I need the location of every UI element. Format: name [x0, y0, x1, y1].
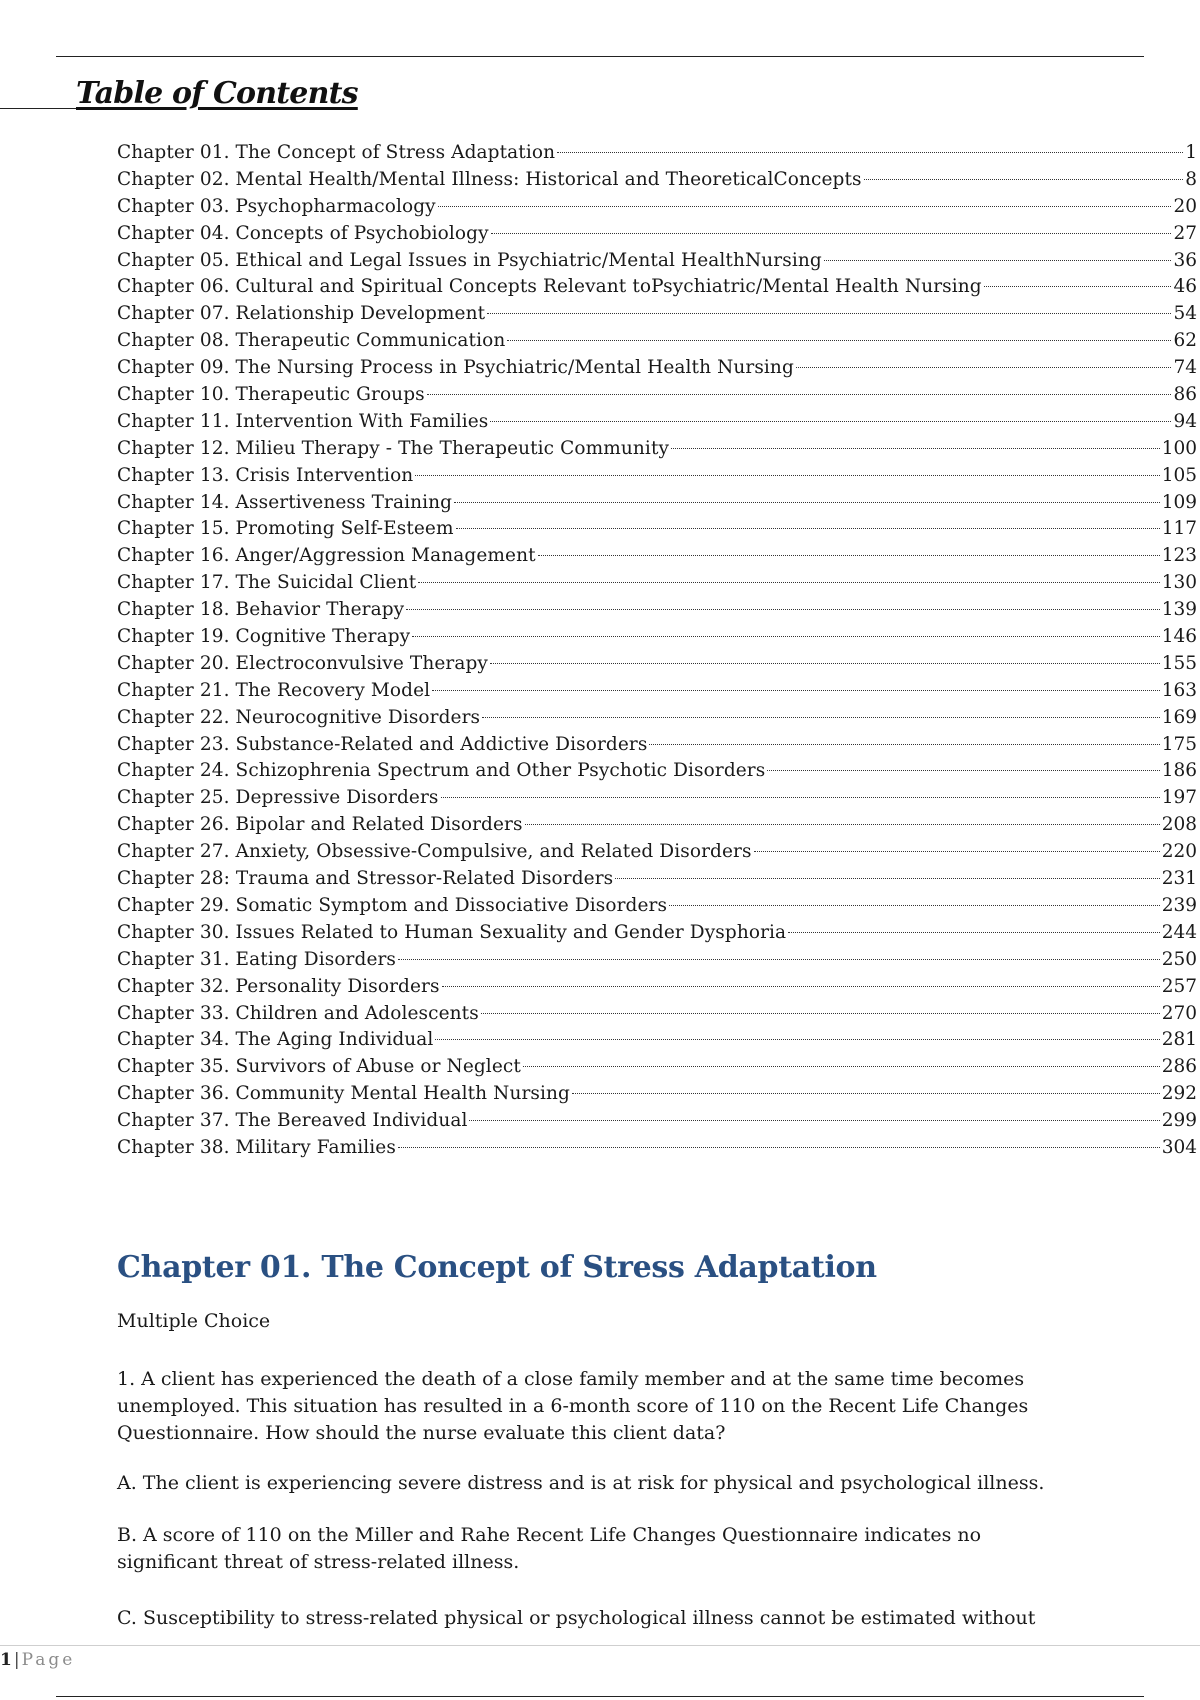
toc-entry-label: Chapter 09. The Nursing Process in Psychiatric/Mental Health Nursing — [117, 357, 794, 379]
toc-dot-leader — [456, 528, 1160, 529]
footer-page-number: 1 — [0, 1650, 12, 1670]
toc-dot-leader — [669, 905, 1160, 906]
toc-entry-page: 54 — [1173, 303, 1197, 325]
toc-entry[interactable] — [117, 570, 1197, 597]
toc-dot-leader — [491, 233, 1172, 234]
toc-entry-label: Chapter 34. The Aging Individual — [117, 1029, 434, 1051]
toc-dot-leader — [754, 851, 1160, 852]
toc-entry-page: 208 — [1161, 814, 1197, 836]
toc-entry-label: Chapter 16. Anger/Aggression Management — [117, 545, 536, 567]
toc-entry-label: Chapter 30. Issues Related to Human Sexuality and Gender Dysphoria — [117, 921, 787, 943]
toc-dot-leader — [557, 152, 1183, 153]
answer-option-c: C. Susceptibility to stress-related physical or psychological illness cannot be estimated without — [117, 1607, 1036, 1629]
toc-entry-label: Chapter 36. Community Mental Health Nursing — [117, 1083, 570, 1105]
bottom-rule — [56, 1696, 1144, 1697]
toc-entry-label: Chapter 14. Assertiveness Training — [117, 491, 453, 513]
toc-entry-label: Chapter 11. Intervention With Families — [117, 410, 489, 432]
toc-dot-leader — [984, 286, 1172, 287]
toc-entry-page: 304 — [1161, 1136, 1197, 1158]
toc-dot-leader — [487, 313, 1171, 314]
toc-entry-page: 1 — [1185, 142, 1197, 163]
toc-entry-page: 74 — [1173, 357, 1197, 379]
toc-entry-page: 123 — [1161, 545, 1197, 567]
toc-entry-label: Chapter 02. Mental Health/Mental Illness: Historical and TheoreticalConcepts — [117, 168, 862, 190]
toc-entry-page: 130 — [1161, 572, 1197, 594]
toc-dot-leader — [796, 367, 1172, 368]
toc-entry[interactable] — [117, 355, 1197, 382]
toc-entry-label: Chapter 25. Depressive Disorders — [117, 787, 439, 809]
toc-entry[interactable] — [117, 705, 1197, 732]
toc-entry[interactable] — [117, 597, 1197, 624]
toc-entry-label: Chapter 06. Cultural and Spiritual Concepts Relevant toPsychiatric/Mental Health Nursing — [117, 276, 982, 298]
toc-entry[interactable] — [117, 409, 1197, 436]
toc-entry[interactable] — [117, 758, 1197, 785]
toc-entry-label: Chapter 35. Survivors of Abuse or Neglect — [117, 1056, 521, 1078]
toc-entry-page: 175 — [1161, 733, 1197, 755]
toc-entry[interactable] — [117, 1001, 1197, 1028]
table-of-contents — [117, 140, 1197, 1162]
toc-entry[interactable] — [117, 1108, 1197, 1135]
toc-entry-label: Chapter 12. Milieu Therapy - The Therapeutic Community — [117, 437, 670, 459]
toc-entry[interactable] — [117, 194, 1197, 221]
toc-entry[interactable] — [117, 678, 1197, 705]
toc-entry[interactable] — [117, 301, 1197, 328]
toc-entry-page: 86 — [1173, 384, 1197, 406]
answer-option-a: A. The client is experiencing severe distress and is at risk for physical and psychological illness. — [117, 1472, 1045, 1494]
toc-entry-page: 62 — [1173, 330, 1197, 352]
toc-entry-page: 105 — [1161, 464, 1197, 486]
toc-entry-page: 244 — [1161, 921, 1197, 943]
toc-dot-leader — [572, 1093, 1160, 1094]
toc-entry-page: 186 — [1161, 760, 1197, 782]
toc-entry-page: 257 — [1161, 975, 1197, 997]
toc-entry[interactable] — [117, 947, 1197, 974]
toc-entry-label: Chapter 31. Eating Disorders — [117, 948, 397, 970]
toc-entry[interactable] — [117, 1081, 1197, 1108]
toc-entry-label: Chapter 38. Military Families — [117, 1136, 396, 1158]
toc-entry-page: 299 — [1161, 1110, 1197, 1132]
toc-dot-leader — [481, 1013, 1160, 1014]
toc-title-rule — [0, 108, 76, 109]
toc-entry-label: Chapter 29. Somatic Symptom and Dissociative Disorders — [117, 894, 668, 916]
toc-entry-page: 250 — [1161, 948, 1197, 970]
toc-dot-leader — [490, 663, 1160, 664]
toc-entry[interactable] — [117, 436, 1197, 463]
toc-entry-label: Chapter 13. Crisis Intervention — [117, 464, 414, 486]
toc-dot-leader — [538, 555, 1160, 556]
toc-entry-page: 8 — [1185, 168, 1197, 190]
toc-entry-page: 36 — [1173, 249, 1197, 271]
toc-dot-leader — [442, 986, 1160, 987]
toc-entry-label: Chapter 18. Behavior Therapy — [117, 599, 405, 621]
toc-dot-leader — [427, 394, 1172, 395]
toc-entry-label: Chapter 32. Personality Disorders — [117, 975, 440, 997]
toc-entry[interactable] — [117, 274, 1197, 301]
toc-entry-page: 231 — [1161, 868, 1197, 890]
toc-entry[interactable] — [117, 516, 1197, 543]
toc-entry-label: Chapter 08. Therapeutic Communication — [117, 330, 506, 352]
toc-dot-leader — [398, 959, 1160, 960]
footer-rule — [0, 1645, 1200, 1646]
toc-entry[interactable] — [117, 785, 1197, 812]
toc-entry[interactable] — [117, 624, 1197, 651]
toc-entry-label: Chapter 19. Cognitive Therapy — [117, 626, 411, 648]
toc-entry[interactable] — [117, 490, 1197, 517]
toc-entry-label: Chapter 37. The Bereaved Individual — [117, 1110, 468, 1132]
toc-entry-page: 100 — [1161, 437, 1197, 459]
toc-dot-leader — [406, 609, 1159, 610]
toc-dot-leader — [469, 1120, 1159, 1121]
toc-dot-leader — [767, 770, 1159, 771]
toc-dot-leader — [418, 582, 1159, 583]
toc-entry[interactable] — [117, 1135, 1197, 1162]
toc-entry-page: 220 — [1161, 841, 1197, 863]
toc-entry[interactable] — [117, 839, 1197, 866]
toc-entry[interactable] — [117, 543, 1197, 570]
toc-entry-page: 46 — [1173, 276, 1197, 298]
toc-entry-label: Chapter 03. Psychopharmacology — [117, 195, 436, 217]
toc-entry-label: Chapter 27. Anxiety, Obsessive-Compulsive, and Related Disorders — [117, 841, 752, 863]
toc-entry[interactable] — [117, 893, 1197, 920]
toc-dot-leader — [415, 475, 1159, 476]
toc-entry[interactable] — [117, 167, 1197, 194]
toc-dot-leader — [649, 744, 1159, 745]
toc-entry-label: Chapter 15. Promoting Self-Esteem — [117, 518, 454, 540]
toc-entry-label: Chapter 21. The Recovery Model — [117, 679, 431, 701]
answer-option-b: B. A score of 110 on the Miller and Rahe Recent Life Changes Questionnaire indicates no significant threat of stress-related illness. — [117, 1524, 982, 1573]
toc-entry-page: 163 — [1161, 679, 1197, 701]
toc-entry-label: Chapter 24. Schizophrenia Spectrum and Other Psychotic Disorders — [117, 760, 766, 782]
toc-entry-label: Chapter 33. Children and Adolescents — [117, 1002, 479, 1024]
section-label: Multiple Choice — [117, 1310, 271, 1332]
toc-dot-leader — [398, 1147, 1160, 1148]
chapter-heading: Chapter 01. The Concept of Stress Adaptation — [117, 1250, 877, 1285]
toc-entry[interactable] — [117, 920, 1197, 947]
toc-dot-leader — [788, 932, 1160, 933]
toc-dot-leader — [525, 824, 1160, 825]
toc-dot-leader — [864, 179, 1184, 180]
toc-dot-leader — [454, 502, 1160, 503]
toc-entry-page: 117 — [1161, 518, 1197, 540]
toc-entry-label: Chapter 04. Concepts of Psychobiology — [117, 222, 489, 244]
toc-entry[interactable] — [117, 866, 1197, 893]
toc-entry[interactable] — [117, 248, 1197, 275]
toc-entry-label: Chapter 28: Trauma and Stressor-Related Disorders — [117, 868, 614, 890]
toc-entry-page: 197 — [1161, 787, 1197, 809]
toc-dot-leader — [432, 690, 1160, 691]
toc-entry-page: 281 — [1161, 1029, 1197, 1051]
toc-entry[interactable] — [117, 221, 1197, 248]
toc-dot-leader — [412, 636, 1159, 637]
toc-entry-page: 239 — [1161, 894, 1197, 916]
toc-entry-page: 286 — [1161, 1056, 1197, 1078]
footer-separator: | — [13, 1650, 20, 1670]
toc-entry-label: Chapter 20. Electroconvulsive Therapy — [117, 652, 488, 674]
toc-entry-page: 139 — [1161, 599, 1197, 621]
toc-entry-label: Chapter 23. Substance-Related and Addictive Disorders — [117, 733, 648, 755]
toc-entry[interactable] — [117, 463, 1197, 490]
toc-entry-label: Chapter 17. The Suicidal Client — [117, 572, 417, 594]
toc-entry-page: 109 — [1161, 491, 1197, 513]
toc-dot-leader — [507, 340, 1171, 341]
toc-dot-leader — [615, 878, 1159, 879]
header-rule — [56, 56, 1144, 57]
footer-page-word: Page — [21, 1650, 76, 1670]
toc-entry-page: 270 — [1161, 1002, 1197, 1024]
toc-entry-label: Chapter 01. The Concept of Stress Adaptation — [117, 142, 556, 163]
toc-entry-label: Chapter 05. Ethical and Legal Issues in Psychiatric/Mental HealthNursing — [117, 249, 822, 271]
toc-entry[interactable] — [117, 974, 1197, 1001]
toc-entry-page: 292 — [1161, 1083, 1197, 1105]
toc-dot-leader — [671, 448, 1160, 449]
toc-entry[interactable] — [117, 1027, 1197, 1054]
toc-dot-leader — [438, 206, 1172, 207]
toc-entry[interactable] — [117, 328, 1197, 355]
toc-entry-label: Chapter 07. Relationship Development — [117, 303, 486, 325]
question-text: 1. A client has experienced the death of a close family member and at the same time becomes unemployed. This situation has resulted in a 6-month score of 110 on the Recent Life Changes Questionnaire. How should the nurse evaluate this client data? — [117, 1368, 1029, 1444]
page-footer — [0, 1650, 75, 1670]
toc-title: Table of Contents — [76, 76, 358, 111]
toc-entry-page: 169 — [1161, 706, 1197, 728]
toc-entry[interactable] — [117, 812, 1197, 839]
toc-entry[interactable] — [117, 732, 1197, 759]
toc-entry-page: 146 — [1161, 626, 1197, 648]
toc-entry-page: 155 — [1161, 652, 1197, 674]
toc-dot-leader — [441, 797, 1160, 798]
toc-entry[interactable] — [117, 1054, 1197, 1081]
toc-entry-label: Chapter 10. Therapeutic Groups — [117, 384, 425, 406]
toc-dot-leader — [490, 421, 1171, 422]
toc-dot-leader — [523, 1066, 1160, 1067]
toc-entry-page: 20 — [1173, 195, 1197, 217]
toc-entry[interactable] — [117, 382, 1197, 409]
toc-dot-leader — [482, 717, 1160, 718]
toc-entry-label: Chapter 26. Bipolar and Related Disorders — [117, 814, 523, 836]
toc-dot-leader — [435, 1039, 1159, 1040]
toc-dot-leader — [824, 260, 1172, 261]
toc-entry-page: 94 — [1173, 410, 1197, 432]
toc-entry-label: Chapter 22. Neurocognitive Disorders — [117, 706, 481, 728]
toc-entry-page: 27 — [1173, 222, 1197, 244]
toc-entry[interactable] — [117, 651, 1197, 678]
toc-entry[interactable] — [117, 140, 1197, 167]
